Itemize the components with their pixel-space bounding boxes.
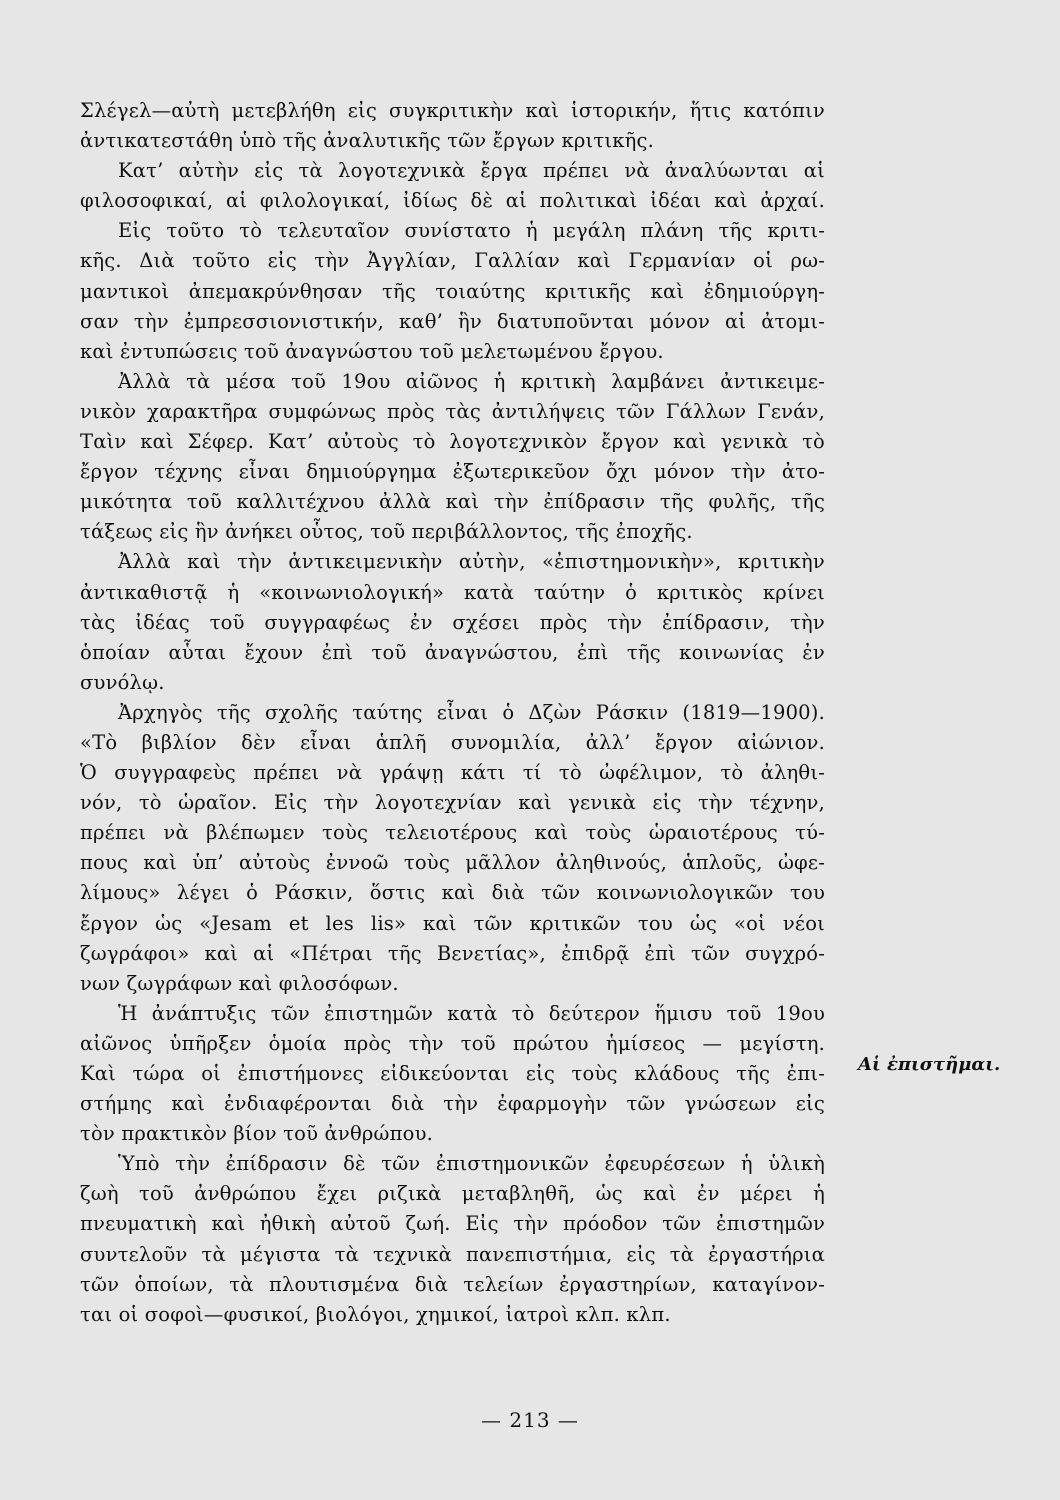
text-line: στήμης καὶ ἐνδιαφέρονται διὰ τὴν ἐφαρμογὴν τῶν γνώσεων εἰς	[80, 1092, 825, 1116]
text-line: νικὸν χαρακτῆρα συμφώνως πρὸς τὰς ἀντιλήψεις τῶν Γάλλων Γενάν,	[80, 399, 825, 423]
text-line: σαν τὴν ἐμπρεσσιονιστικήν, καθ’ ἣν διατυποῦνται μόνον αἱ ἀτομι-	[80, 309, 825, 333]
text-line: τὸν πρακτικὸν βίον τοῦ ἀνθρώπου.	[80, 1122, 434, 1146]
text-line: πους καὶ ὑπ’ αὐτοὺς ἐννοῶ τοὺς μᾶλλον ἀληθινούς, ἁπλοῦς, ὠφε-	[80, 851, 825, 875]
text-line: Ὑπὸ τὴν ἐπίδρασιν δὲ τῶν ἐπιστημονικῶν ἐφευρέσεων ἡ ὑλικὴ	[118, 1152, 825, 1176]
text-line: Ἀλλὰ τὰ μέσα τοῦ 19ου αἰῶνος ἡ κριτικὴ λαμβάνει ἀντικειμε-	[118, 369, 825, 393]
text-line: ζωὴ τοῦ ἀνθρώπου ἔχει ριζικὰ μεταβληθῆ, ὡς καὶ ἐν μέρει ἡ	[80, 1182, 825, 1206]
text-line: Ἡ ἀνάπτυξις τῶν ἐπιστημῶν κατὰ τὸ δεύτερον ἥμισυ τοῦ 19ου	[118, 1001, 825, 1025]
text-line: Εἰς τοῦτο τὸ τελευταῖον συνίστατο ἡ μεγάλη πλάνη τῆς κριτι-	[118, 219, 825, 243]
text-line: Κατ’ αὐτὴν εἰς τὰ λογοτεχνικὰ ἔργα πρέπει νὰ ἀναλύωνται αἱ	[118, 159, 825, 183]
text-line: Ἀλλὰ καὶ τὴν ἀντικειμενικὴν αὐτὴν, «ἐπιστημονικὴν», κριτικὴν	[118, 550, 825, 574]
text-line: Ταὶν καὶ Σέφερ. Κατ’ αὐτοὺς τὸ λογοτεχνικὸν ἔργον καὶ γενικὰ τὸ	[80, 430, 825, 454]
text-line: αἰῶνος ὑπῆρξεν ὁμοία πρὸς τὴν τοῦ πρώτου ἡμίσεος — μεγίστη.	[80, 1031, 825, 1055]
text-line: Ἀρχηγὸς τῆς σχολῆς ταύτης εἶναι ὁ Δζὼν Ράσκιν (1819—1900).	[118, 700, 825, 724]
text-line: νόν, τὸ ὡραῖον. Εἰς τὴν λογοτεχνίαν καὶ γενικὰ εἰς τὴν τέχνην,	[80, 791, 825, 815]
text-line: πρέπει νὰ βλέπωμεν τοὺς τελειοτέρους καὶ τοὺς ὡραιοτέρους τύ-	[80, 821, 825, 845]
text-line: ἔργον τέχνης εἶναι δημιούργημα ἐξωτερικεῦον ὄχι μόνον τὴν ἀτο-	[80, 460, 825, 484]
text-line: ὁποίαν αὗται ἔχουν ἐπὶ τοῦ ἀναγνώστου, ἐπὶ τῆς κοινωνίας ἐν	[80, 640, 825, 664]
text-line: Καὶ τώρα οἱ ἐπιστήμονες εἰδικεύονται εἰς τοὺς κλάδους τῆς ἐπι-	[80, 1062, 825, 1085]
text-line: τάξεως εἰς ἣν ἀνήκει οὗτος, τοῦ περιβάλλοντος, τῆς ἐποχῆς.	[80, 520, 693, 544]
text-line: τῶν ὁποίων, τὰ πλουτισμένα διὰ τελείων ἐργαστηρίων, καταγίνον-	[80, 1272, 825, 1296]
text-line: τὰς ἰδέας τοῦ συγγραφέως ἐν σχέσει πρὸς τὴν ἐπίδρασιν, τὴν	[80, 610, 825, 634]
margin-note: Αἱ ἐπιστῆμαι.	[858, 1054, 1001, 1075]
text-line: ἀντικαθιστᾷ ἡ «κοινωνιολογική» κατὰ ταύτην ὁ κριτικὸς κρίνει	[80, 580, 825, 604]
text-line: ἔργον ὡς «Jesam et les lis» καὶ τῶν κριτικῶν του ὡς «οἱ νέοι	[80, 911, 825, 935]
text-line: Ὁ συγγραφεὺς πρέπει νὰ γράψῃ κάτι τί τὸ ὠφέλιμον, τὸ ἀληθι-	[80, 761, 825, 785]
text-line: ται οἱ σοφοὶ—φυσικοί, βιολόγοι, χημικοί, ἰατροὶ κλπ. κλπ.	[80, 1302, 671, 1326]
text-line: μαντικοὶ ἀπεμακρύνθησαν τῆς τοιαύτης κριτικῆς καὶ ἐδημιούργη-	[80, 279, 825, 303]
text-line: καὶ ἐντυπώσεις τοῦ ἀναγνώστου τοῦ μελετωμένου ἔργου.	[80, 339, 664, 363]
text-line: ζωγράφοι» καὶ αἱ «Πέτραι τῆς Βενετίας», ἐπιδρᾷ ἐπὶ τῶν συγχρό-	[80, 941, 825, 965]
text-line: συνόλῳ.	[80, 670, 165, 694]
text-line: νων ζωγράφων καὶ φιλοσόφων.	[80, 971, 399, 995]
text-line: φιλοσοφικαί, αἱ φιλολογικαί, ἰδίως δὲ αἱ πολιτικαὶ ἰδέαι καὶ ἀρχαί.	[80, 189, 825, 213]
text-line: συντελοῦν τὰ μέγιστα τὰ τεχνικὰ πανεπιστήμια, εἰς τὰ ἐργαστήρια	[80, 1242, 825, 1266]
text-line: μικότητα τοῦ καλλιτέχνου ἀλλὰ καὶ τὴν ἐπίδρασιν τῆς φυλῆς, τῆς	[80, 490, 825, 514]
body-text	[80, 96, 825, 1330]
text-line: πνευματικὴ καὶ ἠθικὴ αὐτοῦ ζωή. Εἰς τὴν πρόοδον τῶν ἐπιστημῶν	[80, 1212, 825, 1236]
text-line: «Τὸ βιβλίον δὲν εἶναι ἁπλῆ συνομιλία, ἀλλ’ ἔργον αἰώνιον.	[80, 730, 825, 754]
page-number: — 213 —	[481, 1408, 579, 1432]
text-line: ἀντικατεστάθη ὑπὸ τῆς ἀναλυτικῆς τῶν ἔργων κριτικῆς.	[80, 129, 655, 153]
text-line: λίμους» λέγει ὁ Ράσκιν, ὅστις καὶ διὰ τῶν κοινωνιολογικῶν του	[80, 881, 825, 905]
text-line: Σλέγελ—αὐτὴ μετεβλήθη εἰς συγκριτικὴν καὶ ἱστορικήν, ἥτις κατόπιν	[80, 99, 825, 122]
text-line: κῆς. Διὰ τοῦτο εἰς τὴν Ἀγγλίαν, Γαλλίαν καὶ Γερμανίαν οἱ ρω-	[80, 249, 825, 273]
